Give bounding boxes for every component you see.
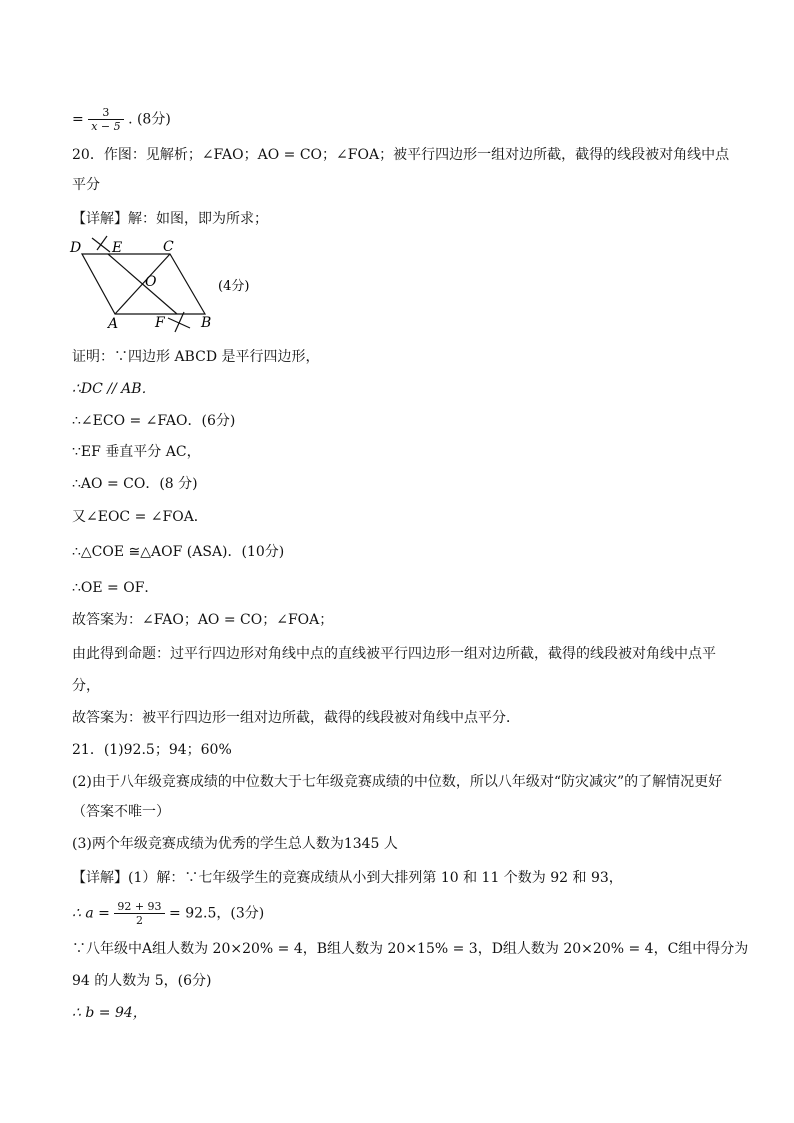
label-a: A: [108, 316, 119, 332]
equals-sign: =: [72, 111, 84, 128]
parallelogram-abcd: [82, 254, 205, 314]
proof-line-4: ∵EF 垂直平分 AC，: [72, 444, 201, 460]
label-b: B: [201, 315, 212, 331]
label-f: F: [155, 315, 165, 331]
answer-summary-2: 故答案为：被平行四边形一组对边所截，截得的线段被对角线中点平分．: [72, 710, 520, 726]
proof-line-6: 又∠EOC = ∠FOA．: [72, 509, 208, 525]
proof-line-1: 证明：∵四边形 ABCD 是平行四边形，: [72, 349, 320, 365]
q20-answer: 20．作图：见解析；∠FAO；AO = CO；∠FOA；被平行四边形一组对边所截，截得的线段被对角线中点: [72, 147, 730, 163]
q21-detail-2: ∵八年级中A组人数为 20×20% = 4，B组人数为 20×15% = 3，D组人数为 20×20% = 4，C组中得分为: [72, 941, 749, 957]
median-line: [72, 900, 264, 927]
answer-summary-1: 故答案为：∠FAO；AO = CO；∠FOA；: [72, 612, 334, 628]
proof-line-7: ∴△COE ≅△AOF (ASA)．(10分): [72, 544, 285, 560]
proof-line-2: ∴DC // AB．: [72, 381, 156, 397]
proof-line-3: ∴∠ECO = ∠FAO．(6分): [72, 413, 236, 429]
q21-detail-4: ∴ b = 94，: [72, 1005, 147, 1021]
proposition-line-cont: 分，: [72, 678, 100, 694]
proof-line-8: ∴OE = OF．: [72, 580, 159, 596]
label-c: C: [163, 239, 174, 255]
label-o: O: [145, 274, 157, 290]
fraction-denominator: x − 5: [91, 120, 121, 133]
fraction-3-over-x-5: [88, 106, 123, 133]
fraction-numerator: 3: [88, 106, 123, 120]
median-result: = 92.5，(3分): [169, 905, 265, 922]
score-note: . (8分): [128, 111, 171, 128]
q21-detail-1: 【详解】(1）解：∵七年级学生的竞赛成绩从小到大排列第 10 和 11 个数为 92 和 93，: [72, 870, 623, 886]
q21-answer-1: 21．(1)92.5；94；60%: [72, 742, 232, 758]
proposition-line: 由此得到命题：过平行四边形对角线中点的直线被平行四边形一组对边所截，截得的线段被对角线中点平: [72, 646, 716, 662]
q21-detail-3: 94 的人数为 5，(6分): [72, 973, 212, 989]
q21-answer-2: (2)由于八年级竞赛成绩的中位数大于七年级竞赛成绩的中位数，所以八年级对“防灾减灾”的了解情况更好: [72, 774, 723, 790]
fraction-line: [72, 106, 171, 133]
label-d: D: [70, 240, 82, 256]
label-e: E: [112, 240, 123, 256]
figure-score: (4分): [218, 279, 250, 294]
q21-answer-2-cont: （答案不唯一）: [72, 804, 170, 820]
segment-ef: [108, 254, 177, 314]
median-denominator: 2: [135, 914, 143, 927]
q20-detail-heading: 【详解】解：如图，即为所求；: [72, 211, 268, 227]
median-prefix: ∴ a =: [72, 905, 110, 922]
median-fraction: [114, 900, 164, 927]
parallelogram-figure: [60, 228, 280, 336]
q21-answer-3: (3)两个年级竞赛成绩为优秀的学生总人数为1345 人: [72, 836, 398, 852]
median-numerator: 92 + 93: [114, 900, 164, 914]
q20-answer-cont: 平分: [72, 177, 100, 193]
proof-line-5: ∴AO = CO．(8 分): [72, 476, 198, 492]
